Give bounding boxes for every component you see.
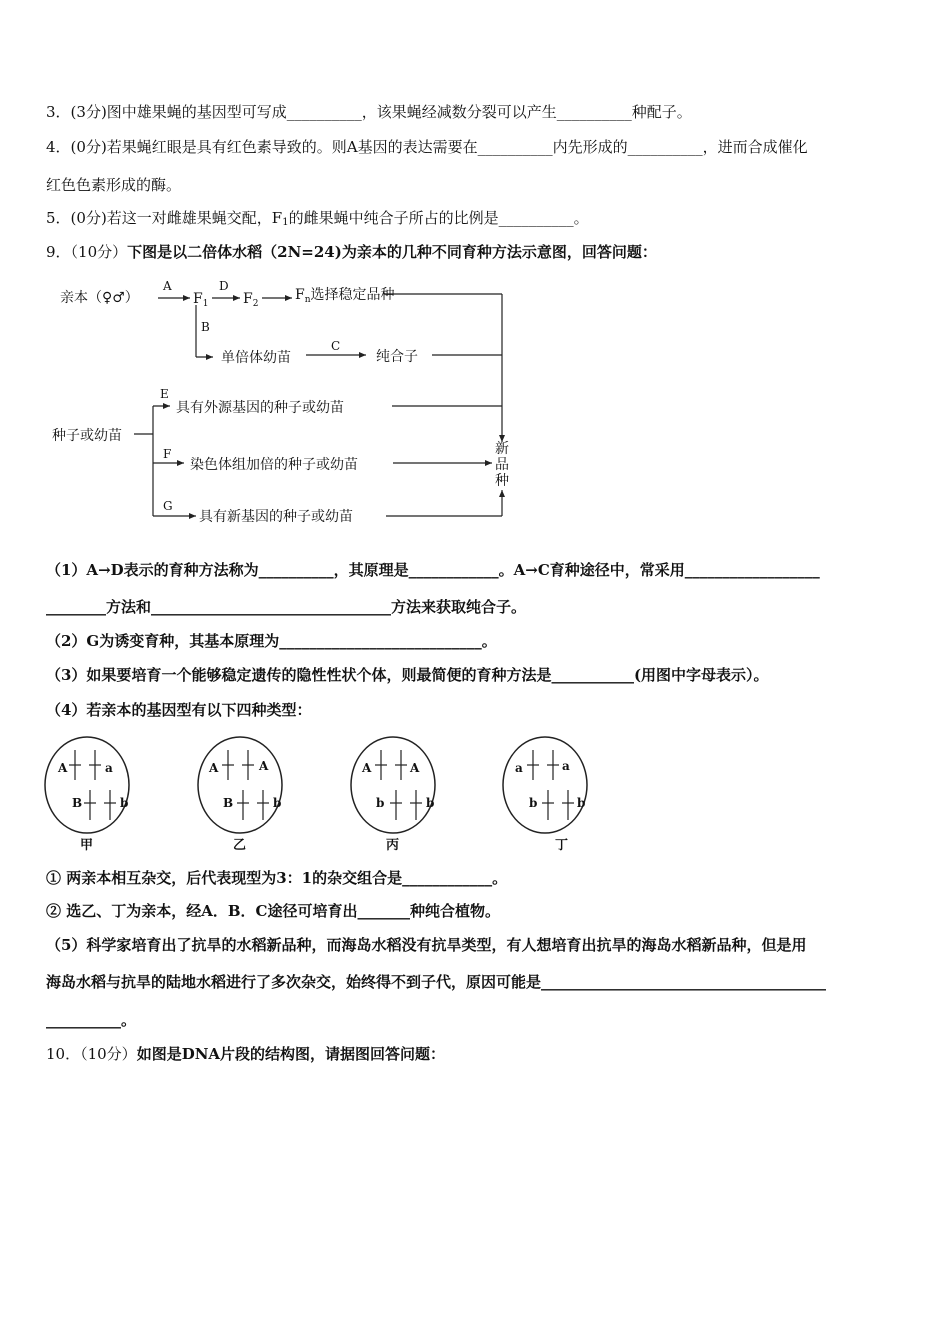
question-9-5-line-2: 海岛水稻与抗旱的陆地水稻进行了多次杂交，始终得不到子代，原因可能是______________________________________ bbox=[46, 973, 827, 991]
cell-jia-tl: A bbox=[58, 761, 68, 775]
new-variety-3: 种 bbox=[495, 473, 509, 489]
cell-ding-br: b bbox=[577, 796, 586, 810]
new-variety-1: 新 bbox=[495, 441, 509, 457]
homozygote-label: 纯合子 bbox=[376, 349, 418, 365]
fn-label: $F_n$选择稳定品种 bbox=[295, 287, 395, 305]
cell-bing-tr: A bbox=[410, 761, 420, 775]
cell-yi-tr: A bbox=[259, 759, 269, 773]
question-3: 3．(3分)图中雄果蝇的基因型可写成__________，该果蝇经减数分裂可以产生__________种配子。 bbox=[46, 103, 692, 121]
parent-label: 亲本（♀♂） bbox=[60, 290, 139, 306]
cell-jia-br: b bbox=[120, 796, 129, 810]
label-e: E bbox=[160, 387, 169, 401]
cell-bing-bl: b bbox=[376, 796, 385, 810]
breeding-diagram bbox=[0, 270, 950, 530]
label-g: G bbox=[163, 499, 173, 513]
cell-jia bbox=[45, 737, 129, 853]
cell-jia-tr: a bbox=[105, 761, 113, 775]
question-9-header bbox=[46, 242, 657, 262]
f2-label: $F_2$ bbox=[243, 291, 259, 309]
cell-jia-bl: B bbox=[72, 796, 83, 810]
q10-number: 10．（10分） bbox=[46, 1045, 137, 1063]
question-5 bbox=[46, 208, 589, 233]
label-b: B bbox=[201, 320, 210, 334]
question-9-5-line-1: （5）科学家培育出了抗旱的水稻新品种，而海岛水稻没有抗旱类型，有人想培育出抗旱的海岛水稻新品种，但是用 bbox=[46, 936, 807, 954]
new-variety-2: 品 bbox=[495, 457, 509, 473]
question-9-1-line-2: ________方法和________________________________方法来获取纯合子。 bbox=[46, 598, 527, 616]
cell-ding-name: 丁 bbox=[555, 838, 569, 853]
cell-ding-tr: a bbox=[562, 759, 570, 773]
q5-sub: 1 bbox=[282, 217, 289, 228]
question-4-line-1: 4．(0分)若果蝇红眼是具有红色素导致的。则A基因的表达需要在__________内先形成的__________，进而合成催化 bbox=[46, 138, 808, 156]
cell-bing-tl: A bbox=[362, 761, 372, 775]
cell-bing-name: 丙 bbox=[386, 838, 400, 853]
question-9-3: （3）如果要培育一个能够稳定遗传的隐性性状个体，则最简便的育种方法是___________(用图中字母表示）。 bbox=[46, 666, 769, 684]
q5-pre: 5．(0分)若这一对雌雄果蝇交配，F bbox=[46, 209, 283, 227]
f1-label: $F_1$ bbox=[193, 291, 209, 309]
q9-title: 下图是以二倍体水稻（2N=24)为亲本的几种不同育种方法示意图，回答问题： bbox=[127, 243, 657, 261]
cell-ding bbox=[503, 737, 587, 853]
cell-yi bbox=[198, 737, 282, 853]
f-label: 染色体组加倍的种子或幼苗 bbox=[190, 457, 358, 473]
haploid-label: 单倍体幼苗 bbox=[221, 350, 291, 366]
cell-ding-tl: a bbox=[515, 761, 523, 775]
q9-number: 9．（10分） bbox=[46, 243, 128, 261]
label-f: F bbox=[163, 447, 172, 461]
cell-yi-tl: A bbox=[209, 761, 219, 775]
question-9-4-1: ① 两亲本相互杂交，后代表现型为3：1的杂交组合是____________。 bbox=[46, 869, 508, 887]
question-4-line-2: 红色色素形成的酶。 bbox=[46, 176, 182, 194]
question-9-1-line-1: （1）A→D表示的育种方法称为__________，其原理是____________。A→C育种途径中，常采用__________________ bbox=[46, 561, 820, 579]
q5-post: 的雌果蝇中纯合子所占的比例是__________。 bbox=[288, 209, 589, 227]
cell-yi-name: 乙 bbox=[233, 838, 247, 853]
seed-label: 种子或幼苗 bbox=[52, 428, 122, 444]
e-label: 具有外源基因的种子或幼苗 bbox=[176, 400, 344, 416]
cell-yi-br: b bbox=[273, 796, 282, 810]
q10-title: 如图是DNA片段的结构图，请据图回答问题： bbox=[136, 1045, 446, 1063]
cell-ding-bl: b bbox=[529, 796, 538, 810]
label-a: A bbox=[163, 279, 172, 293]
g-label: 具有新基因的种子或幼苗 bbox=[199, 509, 353, 525]
question-9-4-2: ② 选乙、丁为亲本，经A．B．C途径可培育出_______种纯合植物。 bbox=[46, 902, 500, 920]
cell-bing bbox=[351, 737, 435, 853]
label-c: C bbox=[331, 339, 341, 353]
cell-bing-br: b bbox=[426, 796, 435, 810]
question-9-4: （4）若亲本的基因型有以下四种类型： bbox=[46, 701, 312, 719]
question-9-5-line-3: __________。 bbox=[46, 1011, 137, 1029]
cell-jia-name: 甲 bbox=[80, 838, 94, 853]
cell-yi-bl: B bbox=[223, 796, 234, 810]
label-d: D bbox=[219, 279, 229, 293]
genotype-cells bbox=[0, 730, 950, 855]
question-10-header bbox=[46, 1044, 445, 1064]
question-9-2: （2）G为诱变育种，其基本原理为___________________________。 bbox=[46, 632, 497, 650]
